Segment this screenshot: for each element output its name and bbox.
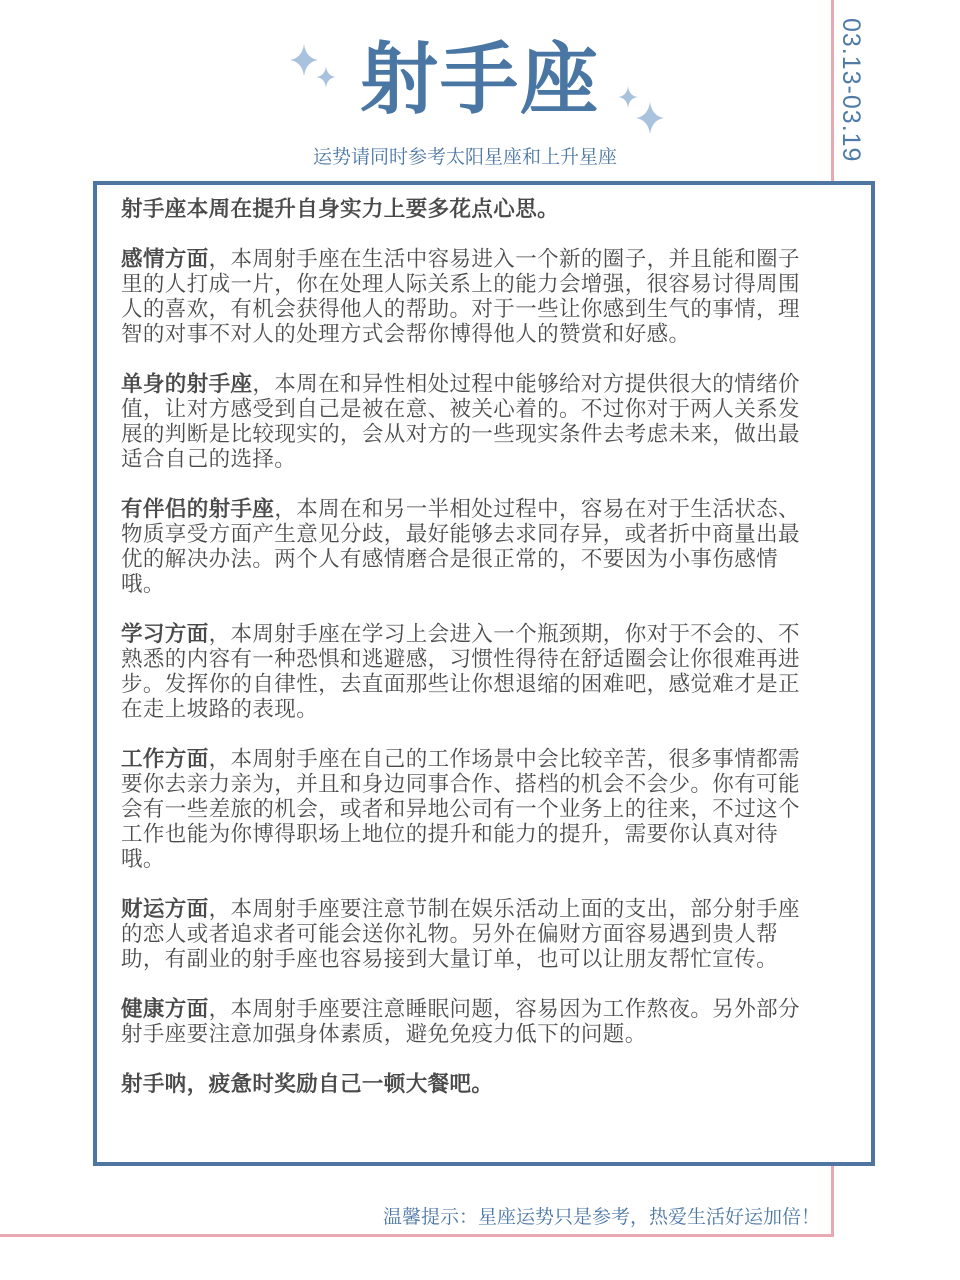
subtitle: 运势请同时参考太阳星座和上升星座 [312, 146, 617, 168]
sparkle-icon [286, 40, 346, 100]
pink-frame-horizontal [0, 1234, 834, 1237]
section-text: ，本周在和另一半相处过程中，容易在对于生活状态、物质享受方面产生意见分歧，最好能够去求同存异，或者折中商量出最优的解决办法。两个人有感情磨合是很正常的，不要因为小事伤感情哦。 [121, 497, 800, 597]
section-text: ，本周射手座在学习上会进入一个瓶颈期，你对于不会的、不熟悉的内容有一种恐惧和逃避感，习惯性得待在舒适圈会让你很难再进步。发挥你的自律性，去直面那些让你想退缩的困难吧，感觉难才是正在走上坡路的表现。 [121, 622, 800, 722]
section-work [121, 747, 821, 872]
section-text: ，本周射手座要注意节制在娱乐活动上面的支出，部分射手座的恋人或者追求者可能会送你礼物。另外在偏财方面容易遇到贵人帮助，有副业的射手座也容易接到大量订单，也可以让朋友帮忙宣传。 [121, 897, 800, 972]
page-title: 射手座 [359, 35, 600, 125]
section-heading: 感情方面 [121, 247, 209, 272]
section-heading: 健康方面 [121, 997, 209, 1022]
section-text: ，本周射手座要注意睡眠问题，容易因为工作熬夜。另外部分射手座要注意加强身体素质，避免免疫力低下的问题。 [121, 997, 800, 1047]
section-text: ，本周射手座在自己的工作场景中会比较辛苦，很多事情都需要你去亲力亲为，并且和身边同事合作、搭档的机会不会少。你有可能会有一些差旅的机会，或者和异地公司有一个业务上的往来，不过这个工作也能为你博得职场上地位的提升和能力的提升，需要你认真对待哦。 [121, 747, 800, 872]
section-study [121, 622, 821, 722]
section-heading: 财运方面 [121, 897, 209, 922]
section-heading: 单身的射手座 [121, 372, 253, 397]
section-partnered [121, 497, 821, 597]
content-box [93, 181, 875, 1166]
section-text: ，本周在和异性相处过程中能够给对方提供很大的情绪价值，让对方感受到自己是被在意、被关心着的。不过你对于两人关系发展的判断是比较现实的，会从对方的一些现实条件去考虑未来，做出最适合自己的选择。 [121, 372, 800, 472]
sparkle-icon [612, 84, 672, 144]
section-heading: 工作方面 [121, 747, 209, 772]
footer-tip: 温馨提示：星座运势只是参考，热爱生活好运加倍！ [382, 1206, 820, 1228]
horoscope-content [121, 197, 821, 1122]
section-heading: 有伴侣的射手座 [121, 497, 275, 522]
section-single [121, 372, 821, 472]
section-text: ，本周射手座在生活中容易进入一个新的圈子，并且能和圈子里的人打成一片，你在处理人际关系上的能力会增强，很容易讨得周围人的喜欢，有机会获得他人的帮助。对于一些让你感到生气的事情，理智的对事不对人的处理方式会帮你博得他人的赞赏和好感。 [121, 247, 800, 347]
section-wealth [121, 897, 821, 972]
date-range: 03.13-03.19 [837, 18, 865, 163]
section-love [121, 247, 821, 347]
intro-text: 射手座本周在提升自身实力上要多花点心思。 [121, 197, 560, 222]
section-heading: 学习方面 [121, 622, 209, 647]
closing-text: 射手呐，疲惫时奖励自己一顿大餐吧。 [121, 1072, 494, 1097]
section-health [121, 997, 821, 1047]
